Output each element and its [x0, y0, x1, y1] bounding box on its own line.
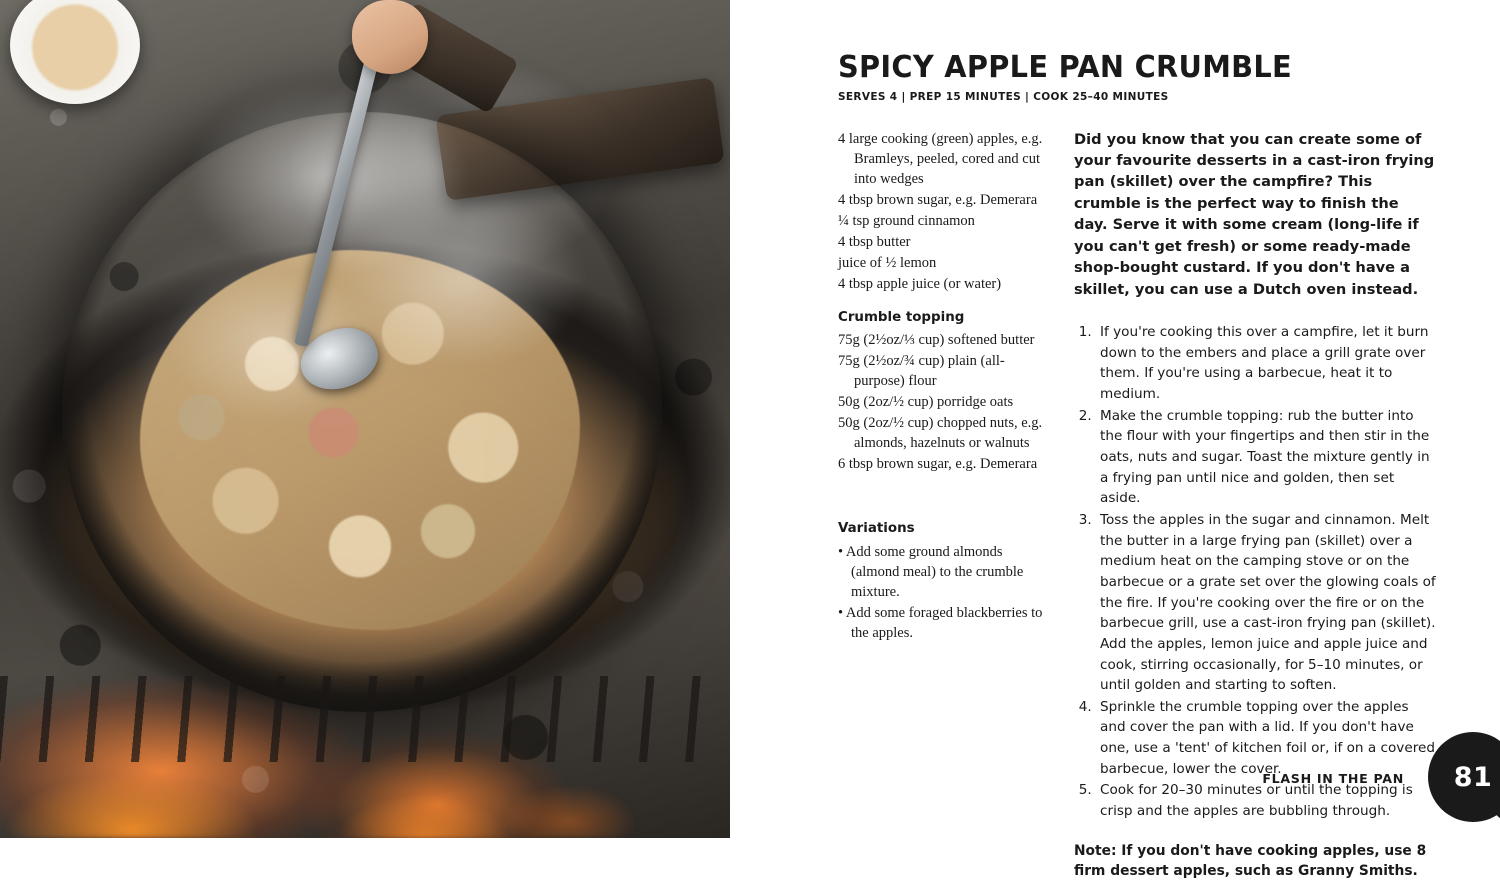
- footer-chapter: FLASH IN THE PAN: [1262, 771, 1404, 786]
- page-number-badge: [1428, 732, 1500, 828]
- recipe-note: Note: If you don't have cooking apples, use 8 firm dessert apples, such as Granny Smiths.: [1074, 841, 1436, 882]
- variations-heading: Variations: [838, 520, 1048, 539]
- recipe-text-page: [730, 0, 1500, 838]
- list-item: 4 tbsp brown sugar, e.g. Demerara: [838, 190, 1048, 210]
- recipe-intro: Did you know that you can create some of your favourite desserts in a cast-iron frying pan (skillet) over the campfire? This crumble is the perfect way to finish the day. Serve it with some cream (long-life if you can't get fresh) or some ready-made shop-bought custard. If you don't have a skillet, you can use a Dutch oven instead.: [1074, 129, 1436, 301]
- ingredients-column: [838, 129, 1048, 882]
- page-title: SPICY APPLE PAN CRUMBLE: [838, 52, 1412, 84]
- ingredients-list: [838, 129, 1048, 294]
- list-item: • Add some foraged blackberries to the apples.: [838, 603, 1048, 643]
- list-item: 2. Make the crumble topping: rub the butter into the flour with your fingertips and then stir in the oats, nuts and sugar. Toast the mixture gently in a frying pan until nice and golden, then set aside.: [1096, 406, 1436, 509]
- list-item: 1. If you're cooking this over a campfire, let it burn down to the embers and place a grill grate over them. If you're using a barbecue, heat it to medium.: [1096, 322, 1436, 405]
- recipe-photo: [0, 0, 730, 838]
- crumble-topping-heading: Crumble topping: [838, 309, 1048, 328]
- hand: [352, 0, 428, 74]
- list-item: juice of ½ lemon: [838, 253, 1048, 273]
- recipe-columns: [838, 129, 1436, 882]
- recipe-meta: SERVES 4 | PREP 15 MINUTES | COOK 25–40 MINUTES: [838, 91, 1436, 103]
- list-item: ¼ tsp ground cinnamon: [838, 211, 1048, 231]
- embers: [0, 638, 730, 838]
- crumble-topping-list: [838, 330, 1048, 474]
- list-item: 4 tbsp apple juice (or water): [838, 274, 1048, 294]
- list-item: 4. Sprinkle the crumble topping over the apples and cover the pan with a lid. If you don't have one, use a 'tent' of kitchen foil or, if on a covered barbecue, lower the cover.: [1096, 697, 1436, 780]
- list-item: 50g (2oz/½ cup) chopped nuts, e.g. almonds, hazelnuts or walnuts: [838, 413, 1048, 453]
- list-item: 75g (2½oz/⅓ cup) softened butter: [838, 330, 1048, 350]
- list-item: 4 tbsp butter: [838, 232, 1048, 252]
- pan-icon: [1428, 732, 1500, 822]
- list-item: • Add some ground almonds (almond meal) to the crumble mixture.: [838, 542, 1048, 602]
- list-item: 75g (2½oz/¾ cup) plain (all-purpose) flour: [838, 351, 1048, 391]
- list-item: 6 tbsp brown sugar, e.g. Demerara: [838, 454, 1048, 474]
- list-item: 4 large cooking (green) apples, e.g. Bramleys, peeled, cored and cut into wedges: [838, 129, 1048, 189]
- method-column: [1074, 129, 1436, 882]
- list-item: 3. Toss the apples in the sugar and cinnamon. Melt the butter in a large frying pan (skillet) over a medium heat on the camping stove or on the barbecue or a grate set over the glowing coals of the fire. If you're cooking over the fire or on the barbecue grill, use a cast-iron frying pan (skillet). Add the apples, lemon juice and apple juice and cook, stirring occasionally, for 5–10 minutes, or until golden and starting to soften.: [1096, 510, 1436, 696]
- page-number: 81: [1454, 762, 1493, 793]
- variations-list: [838, 542, 1048, 643]
- list-item: 50g (2oz/½ cup) porridge oats: [838, 392, 1048, 412]
- list-item: 5. Cook for 20–30 minutes or until the topping is crisp and the apples are bubbling through.: [1096, 780, 1436, 821]
- method-steps: [1074, 322, 1436, 822]
